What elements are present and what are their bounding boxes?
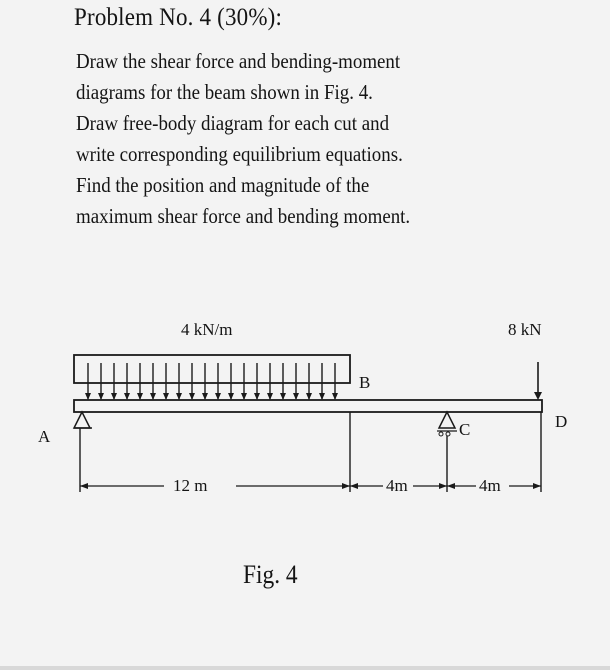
point-label-a: A (38, 427, 51, 446)
problem-title: Problem No. 4 (30%): (74, 4, 283, 31)
dimension-label-bc: 4m (386, 476, 408, 495)
point-load-label: 8 kN (508, 320, 542, 339)
point-label-b: B (359, 373, 371, 392)
dimension-label-ab: 12 m (173, 476, 208, 495)
beam-figure (0, 300, 610, 620)
point-label-d: D (555, 412, 568, 431)
distributed-load-label: 4 kN/m (181, 320, 233, 339)
page-bottom-edge (0, 666, 610, 670)
problem-line: Find the position and magnitude of the (76, 173, 370, 197)
support-a-pin (74, 412, 90, 428)
figure-caption: Fig. 4 (243, 560, 298, 589)
problem-line: Draw the shear force and bending-moment (76, 49, 401, 73)
dimension-label-cd: 4m (479, 476, 501, 495)
problem-line: diagrams for the beam shown in Fig. 4. (76, 80, 373, 104)
beam (74, 400, 542, 412)
support-c-pin (439, 412, 455, 428)
point-label-c: C (459, 420, 471, 439)
problem-line: Draw free-body diagram for each cut and (76, 111, 390, 135)
problem-statement (76, 46, 551, 232)
problem-line: write corresponding equilibrium equations. (76, 142, 403, 166)
problem-line: maximum shear force and bending moment. (76, 204, 411, 228)
